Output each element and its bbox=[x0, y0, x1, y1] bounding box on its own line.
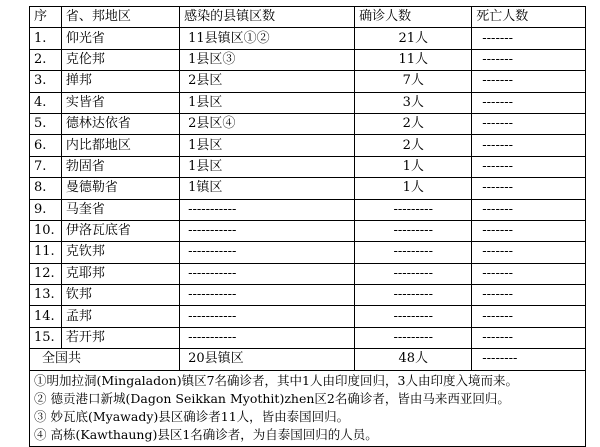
row-confirmed: 11人 bbox=[355, 49, 472, 70]
row-province: 孟邦 bbox=[61, 306, 179, 327]
total-label: 全国共 bbox=[30, 349, 180, 370]
row-no: 6. bbox=[30, 135, 62, 156]
table-row bbox=[30, 92, 586, 113]
row-townships: 2县区④ bbox=[180, 113, 355, 134]
note-2: ② 德贡港口新城(Dagon Seikkan Myothit)zhen区2名确诊者，皆由马来西亚回归。 bbox=[34, 390, 510, 406]
row-confirmed: 7人 bbox=[355, 71, 472, 92]
row-deaths: ------- bbox=[472, 306, 586, 327]
row-province: 伊洛瓦底省 bbox=[61, 220, 179, 241]
covid-case-table-sheet bbox=[29, 6, 586, 447]
note-4: ④ 高栋(Kawthaung)县区1名确诊者，为自泰国回归的人员。 bbox=[34, 426, 378, 442]
row-no: 7. bbox=[30, 156, 62, 177]
row-deaths: ------- bbox=[472, 49, 586, 70]
header-province: 省、邦地区 bbox=[61, 7, 179, 28]
row-townships: 1镇区 bbox=[180, 178, 355, 199]
row-deaths: ------- bbox=[472, 92, 586, 113]
row-no: 4. bbox=[30, 92, 62, 113]
row-no: 2. bbox=[30, 49, 62, 70]
row-deaths: ------- bbox=[472, 113, 586, 134]
table-row bbox=[30, 220, 586, 241]
row-townships: ----------- bbox=[180, 242, 355, 263]
row-province: 克钦邦 bbox=[61, 242, 179, 263]
row-deaths: ------- bbox=[472, 71, 586, 92]
row-deaths: ------- bbox=[472, 178, 586, 199]
table-row bbox=[30, 199, 586, 220]
table-row bbox=[30, 113, 586, 134]
row-no: 1. bbox=[30, 28, 62, 49]
table-row bbox=[30, 135, 586, 156]
table-row bbox=[30, 242, 586, 263]
row-townships: 1县区 bbox=[180, 92, 355, 113]
row-townships: 2县区 bbox=[180, 71, 355, 92]
table-row bbox=[30, 156, 586, 177]
row-confirmed: 2人 bbox=[355, 113, 472, 134]
total-confirmed: 48人 bbox=[355, 349, 472, 370]
row-confirmed: --------- bbox=[355, 220, 472, 241]
total-deaths: -------- bbox=[472, 349, 586, 370]
row-townships: ----------- bbox=[180, 263, 355, 284]
row-province: 勃固省 bbox=[61, 156, 179, 177]
table-row bbox=[30, 263, 586, 284]
row-townships: ----------- bbox=[180, 220, 355, 241]
row-deaths: ------- bbox=[472, 327, 586, 348]
header-confirmed: 确诊人数 bbox=[355, 7, 472, 28]
header-no: 序 bbox=[30, 7, 62, 28]
row-province: 内比都地区 bbox=[61, 135, 179, 156]
row-province: 钦邦 bbox=[61, 285, 179, 306]
row-townships: 1县区③ bbox=[180, 49, 355, 70]
row-confirmed: --------- bbox=[355, 306, 472, 327]
row-townships: 1县区 bbox=[180, 156, 355, 177]
header-row bbox=[30, 7, 586, 28]
case-table bbox=[29, 6, 586, 447]
row-no: 5. bbox=[30, 113, 62, 134]
row-no: 9. bbox=[30, 199, 62, 220]
row-townships: 11县镇区①② bbox=[180, 28, 355, 49]
row-deaths: ------- bbox=[472, 242, 586, 263]
row-province: 马奎省 bbox=[61, 199, 179, 220]
table-row bbox=[30, 28, 586, 49]
note-1: ①明加拉洞(Mingaladon)镇区7名确诊者，其中1人由印度回归，3人由印度入境而来。 bbox=[34, 372, 518, 388]
notes-cell bbox=[30, 370, 586, 446]
row-province: 克伦邦 bbox=[61, 49, 179, 70]
row-province: 若开邦 bbox=[61, 327, 179, 348]
row-province: 德林达依省 bbox=[61, 113, 179, 134]
row-deaths: ------- bbox=[472, 156, 586, 177]
row-confirmed: --------- bbox=[355, 327, 472, 348]
row-province: 克耶邦 bbox=[61, 263, 179, 284]
row-townships: ----------- bbox=[180, 327, 355, 348]
row-province: 掸邦 bbox=[61, 71, 179, 92]
row-confirmed: --------- bbox=[355, 263, 472, 284]
table-body bbox=[30, 28, 586, 349]
table-row bbox=[30, 49, 586, 70]
table-row bbox=[30, 327, 586, 348]
row-townships: ----------- bbox=[180, 285, 355, 306]
row-townships: ----------- bbox=[180, 306, 355, 327]
row-deaths: ------- bbox=[472, 28, 586, 49]
row-no: 3. bbox=[30, 71, 62, 92]
table-row bbox=[30, 178, 586, 199]
row-townships: ----------- bbox=[180, 199, 355, 220]
row-townships: 1县区 bbox=[180, 135, 355, 156]
row-deaths: ------- bbox=[472, 285, 586, 306]
row-province: 曼德勒省 bbox=[61, 178, 179, 199]
notes-row bbox=[30, 370, 586, 446]
row-confirmed: 21人 bbox=[355, 28, 472, 49]
row-no: 15. bbox=[30, 327, 62, 348]
row-province: 仰光省 bbox=[61, 28, 179, 49]
total-townships: 20县镇区 bbox=[180, 349, 355, 370]
row-confirmed: --------- bbox=[355, 199, 472, 220]
row-no: 12. bbox=[30, 263, 62, 284]
row-no: 8. bbox=[30, 178, 62, 199]
row-confirmed: 1人 bbox=[355, 156, 472, 177]
row-deaths: ------- bbox=[472, 220, 586, 241]
total-row bbox=[30, 349, 586, 370]
table-row bbox=[30, 71, 586, 92]
row-confirmed: --------- bbox=[355, 242, 472, 263]
table-row bbox=[30, 285, 586, 306]
row-no: 13. bbox=[30, 285, 62, 306]
row-no: 10. bbox=[30, 220, 62, 241]
row-deaths: ------- bbox=[472, 263, 586, 284]
row-deaths: ------- bbox=[472, 199, 586, 220]
row-deaths: ------- bbox=[472, 135, 586, 156]
table-row bbox=[30, 306, 586, 327]
row-confirmed: 2人 bbox=[355, 135, 472, 156]
header-townships: 感染的县镇区数 bbox=[180, 7, 355, 28]
note-3: ③ 妙瓦底(Myawady)县区确诊者11人，皆由泰国回归。 bbox=[34, 408, 350, 424]
row-confirmed: 3人 bbox=[355, 92, 472, 113]
row-confirmed: 1人 bbox=[355, 178, 472, 199]
row-confirmed: --------- bbox=[355, 285, 472, 306]
row-no: 11. bbox=[30, 242, 62, 263]
row-province: 实皆省 bbox=[61, 92, 179, 113]
header-deaths: 死亡人数 bbox=[472, 7, 586, 28]
row-no: 14. bbox=[30, 306, 62, 327]
